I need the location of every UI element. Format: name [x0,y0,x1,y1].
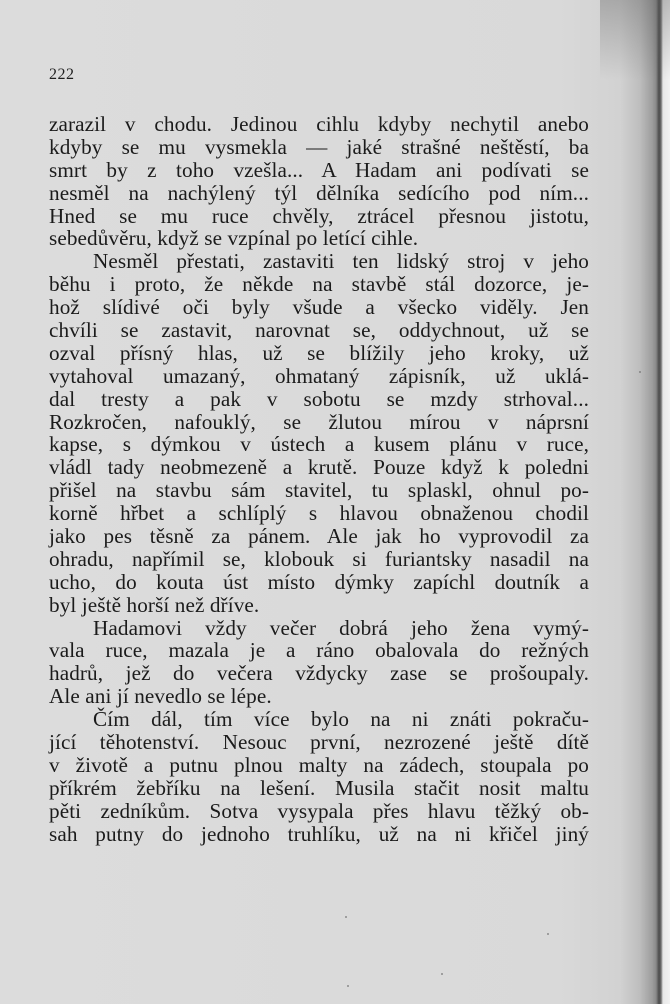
text-line: Hned se mu ruce chvěly, ztrácel přesnou jistotu, [49,203,589,228]
text-line: ohradu, napřímil se, klobouk si furiantsky nasadil na [49,546,589,571]
text-line: ozval přísný hlas, už se blížily jeho kroky, už [49,340,589,365]
text-line: nesměl na nachýlený týl dělníka sedícího pod ním... [49,180,589,205]
text-line: jako pes těsně za pánem. Ale jak ho vyprovodil za [49,524,589,549]
paragraph [49,113,589,250]
page-number: 222 [49,66,75,83]
paper-speck [347,985,349,987]
text-line: smrt by z toho vzešla... A Hadam ani podívati se [49,157,589,182]
text-line: hadrů, jež do večera vždycky zase se prošoupaly. [49,661,589,686]
text-line: vládl tady neobmezeně a krutě. Pouze když k poledni [49,455,589,480]
text-line: vytahoval umazaný, ohmataný zápisník, už uklá- [49,363,589,388]
page-body-text [49,113,589,846]
binding-shadow [600,0,670,80]
text-line: v životě a putnu plnou malty na zádech, stoupala po [49,752,589,777]
text-line: sah putny do jednoho truhlíku, už na ni křičel jiný [49,821,589,846]
text-line: běhu i proto, že někde na stavbě stál dozorce, je- [49,272,589,297]
text-line: Hadamovi vždy večer dobrá jeho žena vymý- [93,615,589,640]
text-line: kdyby se mu vysmekla — jaké strašné neštěstí, ba [49,134,589,159]
paper-speck [441,973,443,975]
text-line: Rozkročen, nafouklý, se žlutou mírou v náprsní [49,409,589,434]
text-line: sebedůvěru, když se vzpínal po letící cihle. [49,226,419,251]
text-line: pěti zedníkům. Sotva vysypala přes hlavu těžký ob- [49,798,589,823]
text-line: hož slídivé oči byly všude a všecko viděly. Jen [49,295,589,320]
text-line: ucho, do kouta úst místo dýmky zapíchl doutník a [49,569,589,594]
text-line: korně hřbet a schlíplý s hlavou obnaženou chodil [49,501,589,526]
paragraph [49,617,589,709]
text-line: příkrém žebříku na lešení. Musila stačit nosit maltu [49,775,589,800]
text-line: Ale ani jí nevedlo se lépe. [49,684,272,709]
paragraph [49,708,589,845]
text-line: Čím dál, tím více bylo na ni znáti pokraču- [93,707,589,732]
text-line: jící těhotenství. Nesouc první, nezrozené ještě dítě [49,730,589,755]
text-line: přišel na stavbu sám stavitel, tu splaskl, ohnul po- [49,478,589,503]
paragraph [49,250,589,616]
text-line: dal tresty a pak v sobotu se mzdy strhoval... [49,386,589,411]
text-line: Nesměl přestati, zastaviti ten lidský stroj v jeho [93,249,589,274]
text-line: vala ruce, mazala je a ráno obalovala do režných [49,638,589,663]
paper-speck [547,933,549,935]
paper-speck [345,916,347,918]
text-line: byl ještě horší než dříve. [49,592,260,617]
text-line: kapse, s dýmkou v ústech a kusem plánu v ruce, [49,432,589,457]
text-line: zarazil v chodu. Jedinou cihlu kdyby nechytil anebo [49,112,589,136]
paper-speck [639,371,641,373]
text-line: chvíli se zastavit, narovnat se, oddychnout, už se [49,318,589,343]
